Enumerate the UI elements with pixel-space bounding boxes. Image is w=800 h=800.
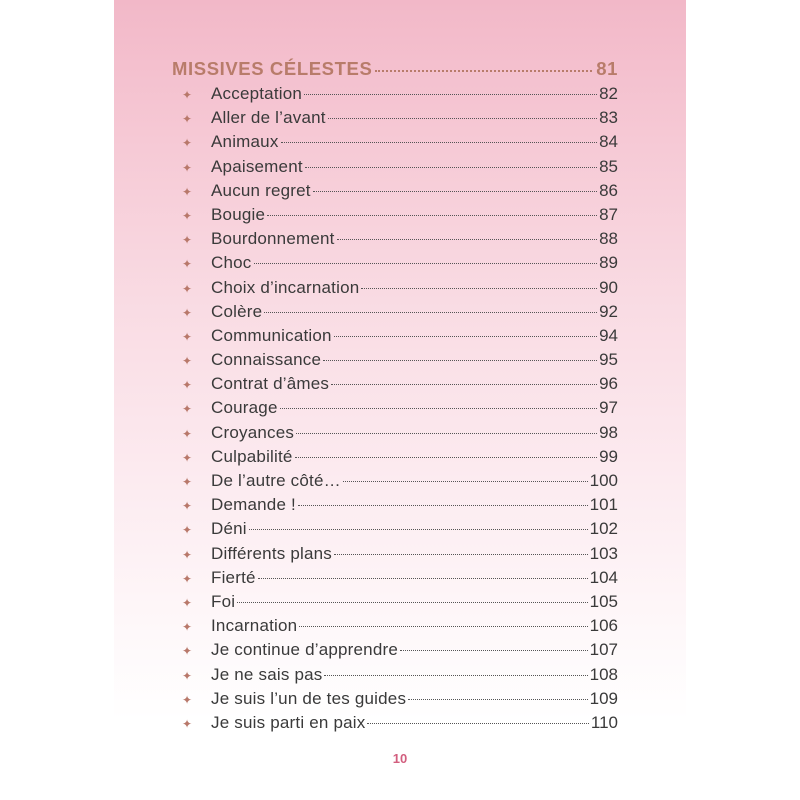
toc-entry[interactable] xyxy=(172,181,618,205)
dot-leader xyxy=(328,118,597,119)
toc-entry[interactable] xyxy=(172,471,618,495)
entry-title: Acceptation xyxy=(211,84,303,103)
dot-leader xyxy=(264,312,597,313)
entry-title: Culpabilité xyxy=(211,446,293,466)
toc-entry[interactable] xyxy=(172,519,618,543)
entry-page-number: 109 xyxy=(589,688,618,708)
entry-title: Contrat d’âmes xyxy=(211,374,330,394)
star-bullet-icon: ✦ xyxy=(182,378,193,393)
entry-page-number: 90 xyxy=(599,277,618,297)
entry-page-number: 107 xyxy=(589,640,618,660)
section-heading[interactable] xyxy=(172,58,618,84)
entry-page-number: 83 xyxy=(599,108,618,128)
dot-leader xyxy=(337,239,598,240)
entry-page-number: 99 xyxy=(599,446,618,466)
star-bullet-icon: ✦ xyxy=(182,571,193,586)
toc-entry[interactable] xyxy=(172,278,618,302)
entry-title: Choix d’incarnation xyxy=(211,277,360,297)
dot-leader xyxy=(280,408,597,409)
toc-entry[interactable] xyxy=(172,495,618,519)
star-bullet-icon: ✦ xyxy=(182,475,193,489)
entry-title: Je continue d’apprendre xyxy=(211,640,399,660)
toc-entry[interactable] xyxy=(172,665,618,689)
entry-title: Déni xyxy=(211,519,247,539)
page-number: 10 xyxy=(392,751,408,766)
entry-title: Croyances xyxy=(211,422,295,442)
toc-entry[interactable] xyxy=(172,568,618,592)
entry-title: Bourdonnement xyxy=(211,229,335,249)
section-dot-leader xyxy=(375,70,592,72)
star-bullet-icon: ✦ xyxy=(182,233,193,248)
toc-entry[interactable] xyxy=(172,326,618,350)
entry-title: Apaisement xyxy=(211,156,303,176)
toc-entry[interactable] xyxy=(172,398,618,422)
dot-leader xyxy=(249,529,588,530)
entry-title: Choc xyxy=(211,253,252,273)
star-bullet-icon: ✦ xyxy=(182,208,193,223)
toc-entry[interactable] xyxy=(172,253,618,277)
entry-title: Fierté xyxy=(211,567,256,587)
entry-title: De l’autre côté… xyxy=(211,471,341,490)
entry-page-number: 97 xyxy=(599,398,618,418)
entry-page-number: 92 xyxy=(599,301,618,321)
entry-title: Colère xyxy=(211,301,263,321)
entry-title: Foi xyxy=(211,591,236,611)
entry-title: Demande ! xyxy=(211,495,296,515)
entry-page-number: 89 xyxy=(599,253,618,273)
star-bullet-icon: ✦ xyxy=(182,329,193,344)
entry-title: Différents plans xyxy=(211,543,333,563)
star-bullet-icon: ✦ xyxy=(182,305,193,320)
entry-page-number: 106 xyxy=(589,616,618,636)
star-bullet-icon: ✦ xyxy=(182,499,193,514)
star-bullet-icon: ✦ xyxy=(182,354,193,369)
toc-entry[interactable] xyxy=(172,350,618,374)
entry-title: Bougie xyxy=(211,204,266,224)
toc-entry[interactable] xyxy=(172,157,618,181)
dot-leader xyxy=(281,142,598,143)
dot-leader xyxy=(367,723,588,724)
entry-page-number: 84 xyxy=(599,132,618,152)
entry-page-number: 82 xyxy=(599,84,618,103)
entry-title: Aucun regret xyxy=(211,180,311,200)
dot-leader xyxy=(254,263,598,264)
star-bullet-icon: ✦ xyxy=(182,595,193,610)
entry-page-number: 87 xyxy=(599,204,618,224)
star-bullet-icon: ✦ xyxy=(182,620,193,635)
dot-leader xyxy=(295,457,597,458)
star-bullet-icon: ✦ xyxy=(182,426,193,441)
toc-entry[interactable] xyxy=(172,108,618,132)
entry-page-number: 110 xyxy=(590,712,618,732)
entry-page-number: 102 xyxy=(589,519,618,539)
toc-entry[interactable] xyxy=(172,689,618,713)
star-bullet-icon: ✦ xyxy=(182,644,193,659)
dot-leader xyxy=(323,360,597,361)
entry-title: Aller de l’avant xyxy=(211,108,326,128)
toc-entry[interactable] xyxy=(172,229,618,253)
entry-title: Je suis l’un de tes guides xyxy=(211,688,407,708)
star-bullet-icon: ✦ xyxy=(182,112,193,127)
entry-page-number: 85 xyxy=(599,156,618,176)
dot-leader xyxy=(343,481,588,482)
dot-leader xyxy=(299,626,587,627)
entry-page-number: 103 xyxy=(589,543,618,563)
toc-entry[interactable] xyxy=(172,84,618,108)
toc-entry[interactable] xyxy=(172,544,618,568)
star-bullet-icon: ✦ xyxy=(182,281,193,296)
dot-leader xyxy=(296,433,597,434)
entry-title: Je suis parti en paix xyxy=(211,712,366,732)
toc-entry[interactable] xyxy=(172,640,618,664)
toc-entry[interactable] xyxy=(172,374,618,398)
toc-entry[interactable] xyxy=(172,592,618,616)
entry-page-number: 101 xyxy=(589,495,618,515)
entry-page-number: 88 xyxy=(599,229,618,249)
dot-leader xyxy=(408,699,587,700)
dot-leader xyxy=(267,215,597,216)
dot-leader xyxy=(324,675,587,676)
dot-leader xyxy=(305,167,597,168)
entry-title: Connaissance xyxy=(211,350,322,370)
section-page-number: 81 xyxy=(596,58,618,79)
star-bullet-icon: ✦ xyxy=(182,716,193,731)
toc-entry[interactable] xyxy=(172,616,618,640)
toc-entry[interactable] xyxy=(172,205,618,229)
entry-title: Communication xyxy=(211,325,332,345)
star-bullet-icon: ✦ xyxy=(182,402,193,417)
star-bullet-icon: ✦ xyxy=(182,547,193,562)
dot-leader xyxy=(331,384,597,385)
dot-leader xyxy=(361,288,597,289)
toc-entry[interactable] xyxy=(172,423,618,447)
toc-entry[interactable] xyxy=(172,713,618,737)
star-bullet-icon: ✦ xyxy=(182,257,193,272)
entry-page-number: 108 xyxy=(589,664,618,684)
dot-leader xyxy=(334,336,597,337)
dot-leader xyxy=(313,191,597,192)
dot-leader xyxy=(400,650,588,651)
star-bullet-icon: ✦ xyxy=(182,692,193,707)
star-bullet-icon: ✦ xyxy=(182,523,193,538)
toc-entry[interactable] xyxy=(172,132,618,156)
dot-leader xyxy=(334,554,588,555)
star-bullet-icon: ✦ xyxy=(182,88,193,102)
dot-leader xyxy=(237,602,587,603)
entry-page-number: 95 xyxy=(599,350,618,370)
section-title: MISSIVES CÉLESTES xyxy=(172,58,373,79)
entry-page-number: 98 xyxy=(599,422,618,442)
star-bullet-icon: ✦ xyxy=(182,450,193,465)
star-bullet-icon: ✦ xyxy=(182,136,193,151)
dot-leader xyxy=(304,94,597,95)
dot-leader xyxy=(298,505,588,506)
toc-entry[interactable] xyxy=(172,302,618,326)
dot-leader xyxy=(258,578,588,579)
entry-page-number: 100 xyxy=(589,471,618,490)
entry-title: Animaux xyxy=(211,132,279,152)
entry-page-number: 105 xyxy=(589,591,618,611)
entry-list xyxy=(172,84,618,737)
entry-page-number: 94 xyxy=(599,325,618,345)
toc-entry[interactable] xyxy=(172,447,618,471)
table-of-contents xyxy=(172,58,618,737)
entry-page-number: 96 xyxy=(599,374,618,394)
entry-title: Je ne sais pas xyxy=(211,664,323,684)
entry-page-number: 86 xyxy=(599,180,618,200)
entry-title: Courage xyxy=(211,398,278,418)
entry-title: Incarnation xyxy=(211,616,298,636)
star-bullet-icon: ✦ xyxy=(182,184,193,199)
star-bullet-icon: ✦ xyxy=(182,160,193,175)
entry-page-number: 104 xyxy=(589,567,618,587)
star-bullet-icon: ✦ xyxy=(182,668,193,683)
